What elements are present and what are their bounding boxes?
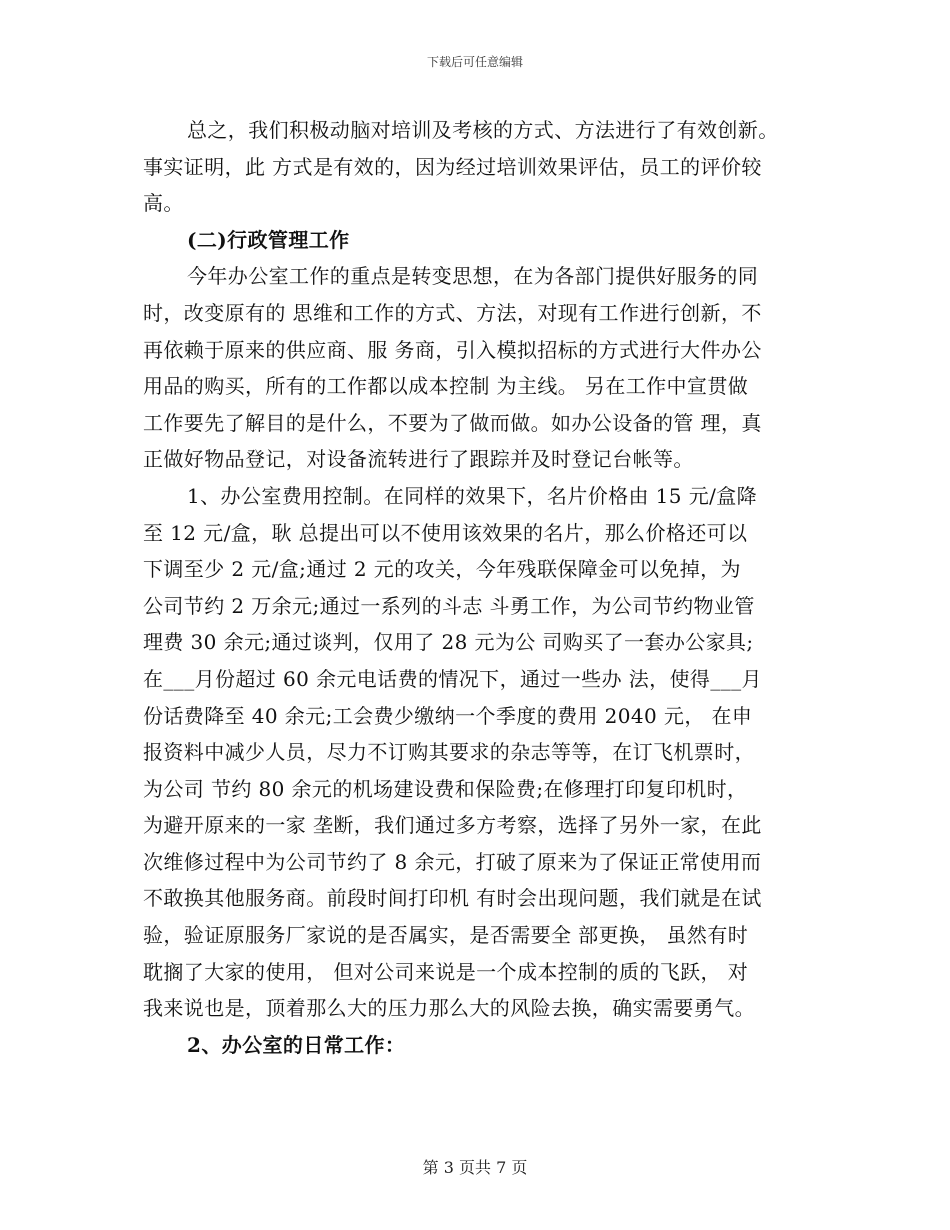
paragraph-cost-control [143,478,803,1027]
text-line: 不敢换其他服务商。前段时间打印机 有时会出现问题，我们就是在试 [143,886,762,911]
text-line: 再依赖于原来的供应商、服 务商，引入模拟招标的方式进行大件办公 [143,337,762,362]
text-line: 至 12 元/盒，耿 总提出可以不使用该效果的名片，那么价格还可以 [143,520,748,545]
text-line: 工作要先了解目的是什么，不要为了做而做。如办公设备的管 理，真 [143,410,762,435]
document-body [143,112,803,1063]
text-line: 我来说也是，顶着那么大的压力那么大的风险去换，确实需要勇气。 [143,996,755,1021]
text-line: 时，改变原有的 思维和工作的方式、方法，对现有工作进行创新，不 [143,300,762,325]
text-line: 报资料中减少人员，尽力不订购其要求的杂志等等，在订飞机票时， [143,740,755,765]
paragraph-summary [143,112,803,222]
text-line: 为公司 节约 80 余元的机场建设费和保险费;在修理打印复印机时， [143,776,748,801]
text-line: 耽搁了大家的使用， 但对公司来说是一个成本控制的质的飞跃， 对 [143,959,749,984]
text-line: 验，验证原服务厂家说的是否属实，是否需要全 部更换， 虽然有时 [143,923,749,948]
text-line: 正做好物品登记，对设备流转进行了跟踪并及时登记台帐等。 [143,447,694,472]
text-line: 总之，我们积极动脑对培训及考核的方式、方法进行了有效创新。 [187,118,779,142]
text-line: 1、办公室费用控制。在同样的效果下，名片价格由 15 元/盒降 [187,483,758,508]
text-line: 份话费降至 40 余元;工会费少缴纳一个季度的费用 2040 元， 在申 [143,703,753,728]
text-line: 理费 30 余元;通过谈判，仅用了 28 元为公 司购买了一套办公家具; [143,630,754,655]
text-line: 在___月份超过 60 余元电话费的情况下，通过一些办 法，使得___月 [143,666,762,691]
page-number: 第 3 页共 7 页 [422,1158,528,1177]
text-line: 为避开原来的一家 垄断，我们通过多方考察，选择了另外一家，在此 [143,813,762,838]
section-heading-daily-work: 2、办公室的日常工作： [187,1032,406,1057]
text-line: 下调至少 2 元/盒;通过 2 元的攻关，今年残联保障金可以免掉，为 [143,557,741,582]
text-line: 公司节约 2 万余元;通过一系列的斗志 斗勇工作，为公司节约物业管 [143,593,755,618]
header-note: 下载后可任意编辑 [426,55,523,69]
paragraph-admin-intro [143,258,803,478]
text-line: 高。 [143,191,184,216]
section-heading-admin: (二)行政管理工作 [187,227,350,252]
text-line: 今年办公室工作的重点是转变思想，在为各部门提供好服务的同 [187,264,759,289]
text-line: 次维修过程中为公司节约了 8 余元，打破了原来为了保证正常使用而 [143,849,762,874]
text-line: 事实证明，此 方式是有效的，因为经过培训效果评估，员工的评价较 [143,154,762,179]
text-line: 用品的购买，所有的工作都以成本控制 为主线。 另在工作中宣贯做 [143,374,749,399]
